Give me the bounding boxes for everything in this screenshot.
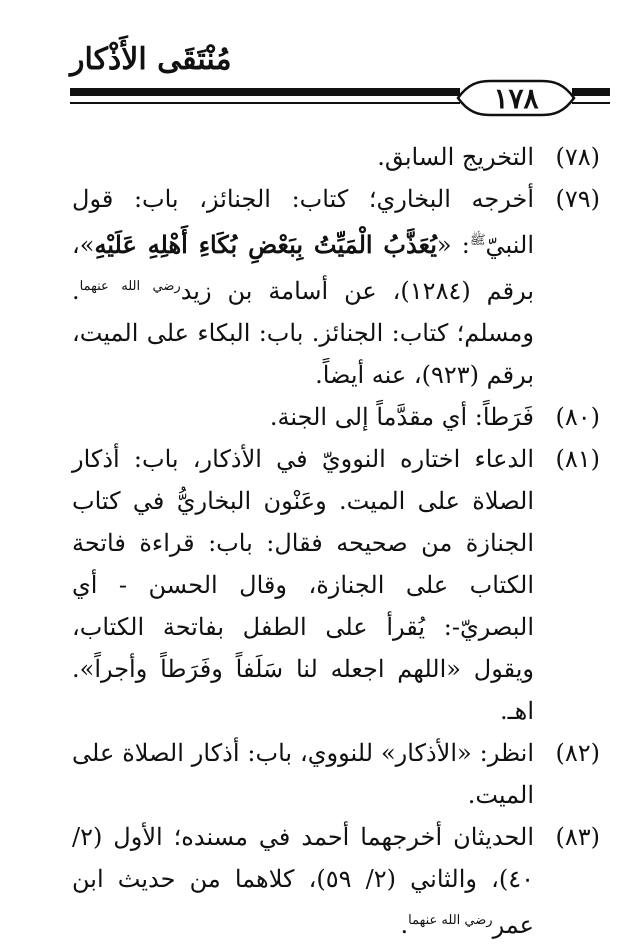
footnote-text: التخريج السابق. (377, 143, 534, 171)
footnotes (72, 136, 600, 946)
honorific-mark: رضي الله عنهما (79, 279, 181, 294)
footnote-text-part: الحديثان أخرجهما أحمد في مسنده؛ الأول (٢/ ٤٠)، والثاني (٢/ ٥٩)، كلاهما من حديث ابن عمر (72, 823, 535, 939)
page-number-badge (456, 78, 576, 118)
footnote-number: (٨٣) (555, 823, 600, 851)
footnote-text-part: . ومسلم؛ كتاب: الجنائز. باب: البكاء على الميت، برقم (٩٢٣)، عنه أيضاً. (72, 277, 534, 389)
footnote-number: (٨٢) (555, 739, 600, 767)
footnote-text-part: : « (436, 231, 470, 259)
footnote-text (72, 178, 534, 396)
footnote-text-part: أخرجه البخاري؛ كتاب: الجنائز، باب: قول النبيّ (72, 185, 534, 259)
honorific-mark: ﷺ (469, 233, 486, 248)
footnote-number: (٨١) (555, 445, 600, 473)
hadith-quote: يُعَذَّبُ الْمَيِّتُ بِبَعْضِ بُكَاءِ أَهْلِهِ عَلَيْهِ (94, 230, 437, 259)
footnote-83 (72, 816, 600, 946)
footnote-number: (٧٨) (555, 143, 600, 171)
footnote-number: (٧٩) (555, 185, 600, 213)
footnote-text-part: . (400, 911, 409, 939)
honorific-mark: رضي الله عنهما (408, 913, 493, 928)
footnote-79 (72, 178, 600, 396)
footnote-text: الدعاء اختاره النوويّ في الأذكار، باب: أذكار الصلاة على الميت. وعَنْون البخاريُّ في كتاب الجنازة من صحيحه فقال: باب: قراءة فاتحة الكتاب على الجنازة، وقال الحسن - أي البصريّ-: يُقرأ على الطفل بفاتحة الكتاب، ويقول «اللهم اجعله لنا سَلَفاً وفَرَطاً وأجراً». اهـ. (72, 445, 534, 725)
header-rule-right-thin (572, 102, 610, 104)
header-rule-thin (70, 102, 460, 104)
footnote-text (72, 816, 534, 946)
book-title: مُنْتَقَى الأَذْكار (70, 42, 232, 77)
footnote-text-part: »، برقم (١٢٨٤)، عن أسامة بن زيد (72, 231, 535, 305)
footnote-81 (72, 438, 600, 732)
footnote-78 (72, 136, 600, 178)
footnote-text: فَرَطاً: أي مقدَّماً إلى الجنة. (269, 403, 534, 431)
footnote-number: (٨٠) (555, 403, 600, 431)
header-rule-right-thick (572, 88, 610, 96)
footnote-80 (72, 396, 600, 438)
footnote-82 (72, 732, 600, 816)
page-number: ١٧٨ (493, 81, 539, 115)
header-rule-thick (70, 88, 460, 96)
footnote-text: انظر: «الأذكار» للنووي، باب: أذكار الصلاة على الميت. (72, 739, 534, 809)
